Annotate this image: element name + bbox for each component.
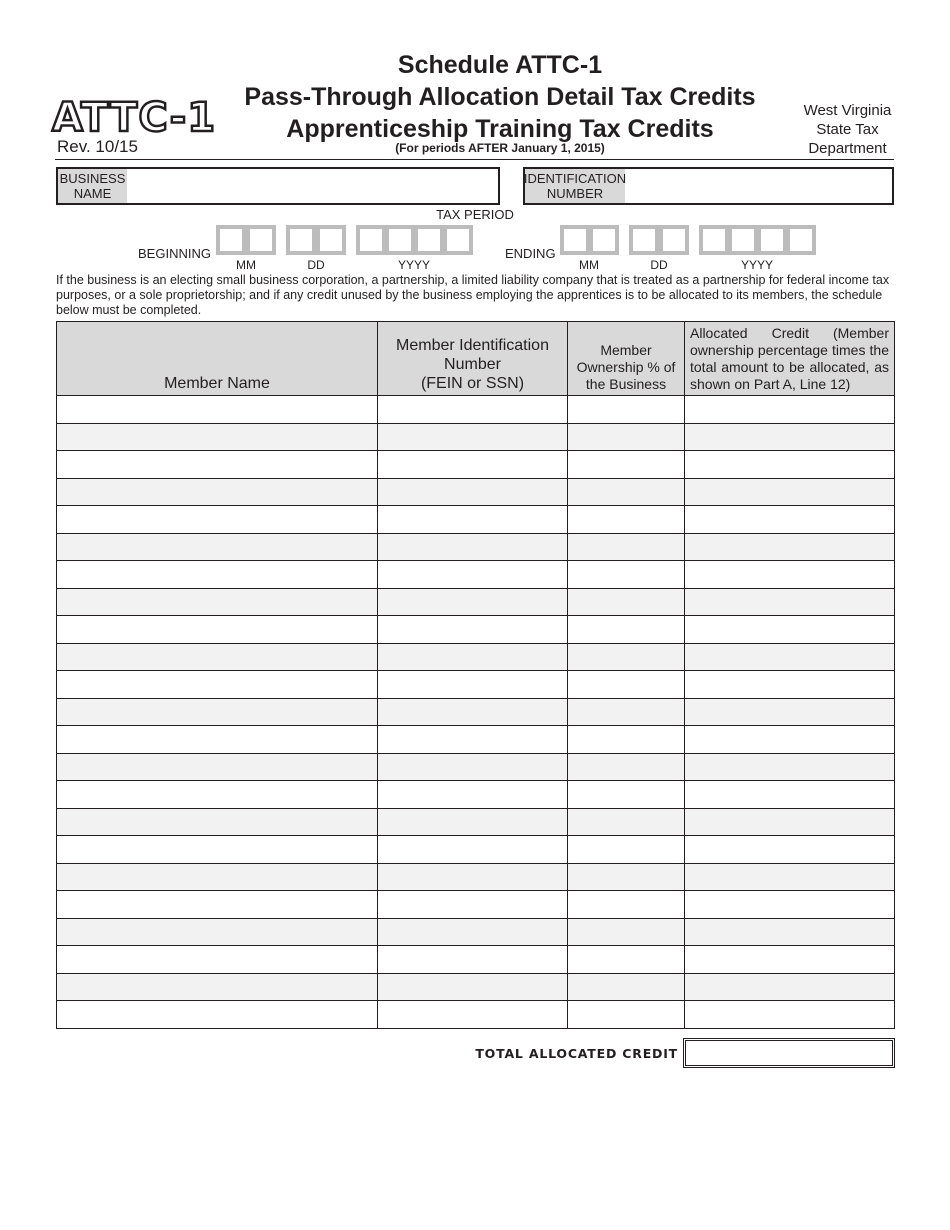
table-cell [378, 643, 568, 671]
table-cell [57, 423, 378, 451]
table-cell [685, 478, 895, 506]
member-id-input[interactable] [378, 836, 567, 863]
member-name-input[interactable] [57, 479, 377, 506]
table-header-row [57, 322, 895, 396]
table-cell [685, 561, 895, 589]
allocated-credit-input[interactable] [685, 919, 894, 946]
allocated-credit-input[interactable] [685, 616, 894, 643]
tax-period-label: TAX PERIOD [436, 207, 514, 222]
member-name-input[interactable] [57, 396, 377, 423]
table-cell [685, 671, 895, 699]
table-cell [568, 946, 685, 974]
member-id-input[interactable] [378, 946, 567, 973]
table-cell [378, 836, 568, 864]
table-cell [685, 863, 895, 891]
table-cell [57, 946, 378, 974]
ownership-percent-input[interactable] [568, 919, 684, 946]
table-cell [685, 423, 895, 451]
ending-yyyy-label: YYYY [740, 258, 773, 272]
ownership-percent-input[interactable] [568, 644, 684, 671]
table-cell [568, 423, 685, 451]
table-row [57, 918, 895, 946]
table-row [57, 973, 895, 1001]
table-cell [57, 396, 378, 424]
business-name-label: BUSINESS NAME [59, 171, 126, 201]
allocated-credit-input[interactable] [685, 396, 894, 423]
ending-day-digit-1[interactable] [629, 225, 659, 255]
table-row [57, 588, 895, 616]
table-cell [568, 478, 685, 506]
member-name-input[interactable] [57, 616, 377, 643]
table-row [57, 643, 895, 671]
beginning-dd-label: DD [307, 258, 325, 272]
member-id-input[interactable] [378, 451, 567, 478]
table-cell [57, 588, 378, 616]
member-id-input[interactable] [378, 644, 567, 671]
allocated-credit-input[interactable] [685, 424, 894, 451]
member-id-input[interactable] [378, 754, 567, 781]
member-name-input[interactable] [57, 726, 377, 753]
member-name-input[interactable] [57, 699, 377, 726]
header-divider [55, 159, 894, 160]
table-cell [378, 451, 568, 479]
beginning-year-digit-3[interactable] [414, 225, 444, 255]
member-name-input[interactable] [57, 451, 377, 478]
table-cell [57, 561, 378, 589]
table-cell [568, 506, 685, 534]
allocated-credit-input[interactable] [685, 561, 894, 588]
member-id-input[interactable] [378, 616, 567, 643]
ending-year-digit-2[interactable] [728, 225, 758, 255]
table-row [57, 753, 895, 781]
table-cell [568, 643, 685, 671]
table-cell [378, 863, 568, 891]
allocated-credit-input[interactable] [685, 644, 894, 671]
member-id-input[interactable] [378, 699, 567, 726]
ownership-percent-input[interactable] [568, 534, 684, 561]
member-id-input[interactable] [378, 671, 567, 698]
table-cell [57, 891, 378, 919]
table-cell [57, 1001, 378, 1029]
member-id-input[interactable] [378, 974, 567, 1001]
member-name-input[interactable] [57, 809, 377, 836]
table-cell [568, 726, 685, 754]
ownership-percent-input[interactable] [568, 726, 684, 753]
table-cell [568, 698, 685, 726]
member-name-input[interactable] [57, 671, 377, 698]
column-header-member-id: Member Identification Number (FEIN or SSN) [378, 322, 568, 396]
table-row [57, 891, 895, 919]
table-cell [568, 863, 685, 891]
table-cell [378, 671, 568, 699]
allocated-credit-input[interactable] [685, 974, 894, 1001]
table-row [57, 946, 895, 974]
table-cell [378, 726, 568, 754]
beginning-month-digit-1[interactable] [216, 225, 246, 255]
member-name-input[interactable] [57, 754, 377, 781]
table-cell [57, 506, 378, 534]
ending-dd-label: DD [650, 258, 668, 272]
member-name-input[interactable] [57, 891, 377, 918]
table-cell [685, 1001, 895, 1029]
ownership-percent-input[interactable] [568, 506, 684, 533]
allocated-credit-input[interactable] [685, 781, 894, 808]
period-note: (For periods AFTER January 1, 2015) [395, 141, 605, 155]
ending-label: ENDING [505, 246, 556, 261]
ownership-percent-input[interactable] [568, 891, 684, 918]
table-cell [685, 891, 895, 919]
member-id-input[interactable] [378, 534, 567, 561]
table-cell [568, 836, 685, 864]
business-name-box [56, 167, 500, 205]
total-allocated-credit-input[interactable] [686, 1041, 892, 1065]
table-row [57, 808, 895, 836]
total-allocated-credit-label: TOTAL ALLOCATED CREDIT [475, 1046, 678, 1061]
table-row [57, 506, 895, 534]
table-cell [685, 588, 895, 616]
table-cell [378, 891, 568, 919]
table-cell [568, 781, 685, 809]
table-cell [57, 781, 378, 809]
member-name-input[interactable] [57, 506, 377, 533]
member-name-input[interactable] [57, 1001, 377, 1028]
beginning-mm-label: MM [236, 258, 256, 272]
allocated-credit-input[interactable] [685, 891, 894, 918]
form-code-logo: ATTC-1 [52, 95, 217, 141]
identification-number-label: IDENTIFICATION NUMBER [523, 171, 627, 201]
ownership-percent-input[interactable] [568, 699, 684, 726]
member-id-input[interactable] [378, 891, 567, 918]
table-cell [57, 698, 378, 726]
identification-number-box [523, 167, 894, 205]
beginning-day-digit-2[interactable] [316, 225, 346, 255]
ending-year-digit-1[interactable] [699, 225, 729, 255]
table-cell [685, 451, 895, 479]
allocated-credit-input[interactable] [685, 506, 894, 533]
ownership-percent-input[interactable] [568, 451, 684, 478]
member-id-input[interactable] [378, 589, 567, 616]
allocated-credit-input[interactable] [685, 836, 894, 863]
page-title: Schedule ATTC-1 [397, 51, 603, 79]
table-cell [685, 753, 895, 781]
table-cell [685, 781, 895, 809]
table-cell [378, 423, 568, 451]
column-header-ownership: Member Ownership % of the Business [568, 322, 685, 396]
allocated-credit-input[interactable] [685, 699, 894, 726]
beginning-year-digit-4[interactable] [443, 225, 473, 255]
member-name-input[interactable] [57, 561, 377, 588]
allocated-credit-input[interactable] [685, 589, 894, 616]
column-header-allocated-credit: Allocated Credit (Member ownership percentage times the total amount to be allocated, as shown on Part A, Line 12) [685, 322, 895, 396]
ownership-percent-input[interactable] [568, 616, 684, 643]
table-cell [685, 643, 895, 671]
table-cell [685, 533, 895, 561]
table-cell [685, 918, 895, 946]
ending-year-digit-3[interactable] [757, 225, 787, 255]
table-row [57, 698, 895, 726]
beginning-year-digit-2[interactable] [385, 225, 415, 255]
allocated-credit-input[interactable] [685, 946, 894, 973]
allocated-credit-input[interactable] [685, 671, 894, 698]
table-cell [57, 808, 378, 836]
ownership-percent-input[interactable] [568, 864, 684, 891]
table-cell [568, 588, 685, 616]
table-cell [685, 836, 895, 864]
ownership-percent-input[interactable] [568, 809, 684, 836]
identification-number-input[interactable] [629, 169, 888, 203]
ownership-percent-input[interactable] [568, 781, 684, 808]
table-cell [57, 973, 378, 1001]
table-cell [57, 533, 378, 561]
table-cell [378, 616, 568, 644]
member-id-input[interactable] [378, 864, 567, 891]
allocated-credit-input[interactable] [685, 726, 894, 753]
member-name-input[interactable] [57, 864, 377, 891]
member-id-input[interactable] [378, 781, 567, 808]
beginning-label: BEGINNING [138, 246, 211, 261]
table-row [57, 781, 895, 809]
table-cell [568, 918, 685, 946]
ending-year-digit-4[interactable] [786, 225, 816, 255]
member-id-input[interactable] [378, 424, 567, 451]
table-row [57, 863, 895, 891]
table-row [57, 726, 895, 754]
table-cell [685, 616, 895, 644]
allocated-credit-input[interactable] [685, 451, 894, 478]
table-cell [378, 808, 568, 836]
ownership-percent-input[interactable] [568, 424, 684, 451]
allocated-credit-input[interactable] [685, 534, 894, 561]
member-name-input[interactable] [57, 946, 377, 973]
instructions-paragraph: If the business is an electing small business corporation, a partnership, a limited liability company that is treated as a partnership for federal income tax purposes, or a sole proprietorship; and if any credit unused by the business employing the apprentices is to be allocated to its members, the schedule below must be completed. [56, 273, 890, 317]
member-id-input[interactable] [378, 809, 567, 836]
table-cell [378, 753, 568, 781]
member-name-input[interactable] [57, 974, 377, 1001]
member-name-input[interactable] [57, 589, 377, 616]
table-row [57, 533, 895, 561]
member-name-input[interactable] [57, 424, 377, 451]
table-cell [685, 698, 895, 726]
beginning-day-digit-1[interactable] [286, 225, 316, 255]
member-name-input[interactable] [57, 919, 377, 946]
member-id-input[interactable] [378, 726, 567, 753]
beginning-month-digit-2[interactable] [246, 225, 276, 255]
table-row [57, 478, 895, 506]
table-cell [378, 396, 568, 424]
member-name-input[interactable] [57, 781, 377, 808]
beginning-year-digit-1[interactable] [356, 225, 386, 255]
table-cell [568, 973, 685, 1001]
table-row [57, 671, 895, 699]
ownership-percent-input[interactable] [568, 836, 684, 863]
table-cell [57, 753, 378, 781]
table-cell [378, 588, 568, 616]
table-row [57, 1001, 895, 1029]
member-name-input[interactable] [57, 836, 377, 863]
table-row [57, 836, 895, 864]
ownership-percent-input[interactable] [568, 1001, 684, 1028]
table-cell [378, 506, 568, 534]
page-subtitle-2: Apprenticeship Training Tax Credits [286, 115, 714, 143]
table-cell [568, 891, 685, 919]
table-row [57, 616, 895, 644]
table-cell [568, 671, 685, 699]
table-cell [378, 946, 568, 974]
table-cell [378, 1001, 568, 1029]
table-row [57, 561, 895, 589]
member-id-input[interactable] [378, 561, 567, 588]
table-cell [57, 918, 378, 946]
revision-label: Rev. 10/15 [57, 137, 138, 156]
table-cell [685, 506, 895, 534]
table-cell [378, 973, 568, 1001]
table-cell [378, 561, 568, 589]
table-cell [568, 451, 685, 479]
table-row [57, 423, 895, 451]
ending-month-digit-1[interactable] [560, 225, 590, 255]
table-cell [568, 808, 685, 836]
page-subtitle-1: Pass-Through Allocation Detail Tax Credits [244, 83, 756, 111]
table-cell [378, 478, 568, 506]
table-cell [57, 836, 378, 864]
ownership-percent-input[interactable] [568, 561, 684, 588]
department-name: West Virginia State Tax Department [803, 102, 892, 157]
table-cell [568, 1001, 685, 1029]
ownership-percent-input[interactable] [568, 479, 684, 506]
table-cell [57, 451, 378, 479]
ownership-percent-input[interactable] [568, 754, 684, 781]
ownership-percent-input[interactable] [568, 946, 684, 973]
table-cell [57, 726, 378, 754]
table-cell [57, 863, 378, 891]
column-header-member-name: Member Name [57, 322, 378, 396]
ownership-percent-input[interactable] [568, 974, 684, 1001]
ownership-percent-input[interactable] [568, 671, 684, 698]
ownership-percent-input[interactable] [568, 396, 684, 423]
member-id-input[interactable] [378, 919, 567, 946]
table-cell [685, 396, 895, 424]
table-cell [378, 781, 568, 809]
member-allocation-table [56, 321, 895, 1029]
member-id-input[interactable] [378, 479, 567, 506]
member-id-input[interactable] [378, 396, 567, 423]
table-cell [685, 808, 895, 836]
table-row [57, 451, 895, 479]
table-cell [57, 643, 378, 671]
table-cell [57, 478, 378, 506]
table-cell [568, 616, 685, 644]
table-cell [57, 616, 378, 644]
business-name-input[interactable] [130, 169, 494, 203]
allocated-credit-input[interactable] [685, 479, 894, 506]
member-name-input[interactable] [57, 534, 377, 561]
table-row [57, 396, 895, 424]
allocated-credit-input[interactable] [685, 864, 894, 891]
total-allocated-credit-box[interactable] [683, 1038, 895, 1068]
allocated-credit-input[interactable] [685, 754, 894, 781]
ending-month-digit-2[interactable] [589, 225, 619, 255]
ending-day-digit-2[interactable] [659, 225, 689, 255]
table-cell [685, 946, 895, 974]
table-cell [568, 533, 685, 561]
ownership-percent-input[interactable] [568, 589, 684, 616]
allocated-credit-input[interactable] [685, 1001, 894, 1028]
table-cell [568, 396, 685, 424]
allocated-credit-input[interactable] [685, 809, 894, 836]
table-cell [378, 918, 568, 946]
member-name-input[interactable] [57, 644, 377, 671]
table-cell [378, 698, 568, 726]
table-cell [685, 726, 895, 754]
table-cell [568, 561, 685, 589]
member-id-input[interactable] [378, 1001, 567, 1028]
table-cell [568, 753, 685, 781]
ending-mm-label: MM [579, 258, 599, 272]
table-cell [378, 533, 568, 561]
beginning-yyyy-label: YYYY [397, 258, 430, 272]
member-id-input[interactable] [378, 506, 567, 533]
table-cell [685, 973, 895, 1001]
table-cell [57, 671, 378, 699]
